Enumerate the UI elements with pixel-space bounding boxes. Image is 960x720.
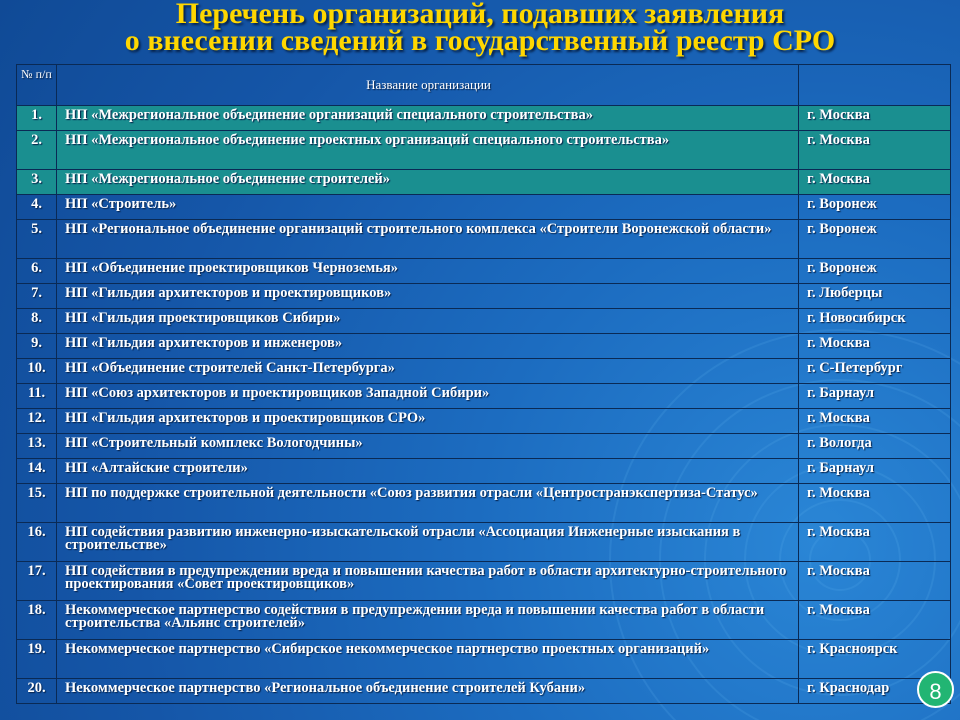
city-name: г. Краснодар <box>799 679 951 704</box>
city-name: г. Москва <box>799 131 951 170</box>
organization-name: НП «Объединение проектировщиков Черноземья» <box>57 259 799 284</box>
title-line-1: Перечень организаций, подавших заявления <box>175 0 785 30</box>
table-row <box>17 640 951 679</box>
header-city <box>799 65 951 106</box>
row-number: 19. <box>17 640 57 679</box>
row-number: 9. <box>17 334 57 359</box>
table-row <box>17 359 951 384</box>
slide-number-badge: 8 <box>917 671 954 708</box>
organization-name: Некоммерческое партнерство «Региональное объединение строителей Кубани» <box>57 679 799 704</box>
row-number: 8. <box>17 309 57 334</box>
organization-name: НП содействия в предупреждении вреда и повышении качества работ в области архитектурно-строительного проектирования «Совет проектировщиков» <box>57 562 799 601</box>
city-name: г. Москва <box>799 334 951 359</box>
row-number: 15. <box>17 484 57 523</box>
city-name: г. Барнаул <box>799 384 951 409</box>
city-name: г. Воронеж <box>799 220 951 259</box>
city-name: г. Москва <box>799 484 951 523</box>
row-number: 12. <box>17 409 57 434</box>
row-number: 17. <box>17 562 57 601</box>
city-name: г. Москва <box>799 601 951 640</box>
organization-name: НП «Межрегиональное объединение организаций специального строительства» <box>57 106 799 131</box>
table-row <box>17 284 951 309</box>
organization-name: НП «Межрегиональное объединение проектных организаций специального строительства» <box>57 131 799 170</box>
organization-name: НП по поддержке строительной деятельности «Союз развития отрасли «Центространэкспертиза-Статус» <box>57 484 799 523</box>
row-number: 6. <box>17 259 57 284</box>
row-number: 10. <box>17 359 57 384</box>
city-name: г. Новосибирск <box>799 309 951 334</box>
table-row <box>17 459 951 484</box>
row-number: 4. <box>17 195 57 220</box>
row-number: 20. <box>17 679 57 704</box>
table-row <box>17 309 951 334</box>
row-number: 5. <box>17 220 57 259</box>
city-name: г. Москва <box>799 523 951 562</box>
row-number: 3. <box>17 170 57 195</box>
header-name: Название организации <box>57 65 799 106</box>
row-number: 1. <box>17 106 57 131</box>
header-num: № п/п <box>17 65 57 106</box>
city-name: г. Люберцы <box>799 284 951 309</box>
organizations-table <box>16 64 951 704</box>
table-row <box>17 384 951 409</box>
table-row <box>17 259 951 284</box>
row-number: 16. <box>17 523 57 562</box>
organization-name: Некоммерческое партнерство содействия в предупреждении вреда и повышении качества работ в области строительства «Альянс строителей» <box>57 601 799 640</box>
table-row <box>17 131 951 170</box>
organization-name: НП «Строитель» <box>57 195 799 220</box>
city-name: г. Москва <box>799 170 951 195</box>
city-name: г. Москва <box>799 562 951 601</box>
table-row <box>17 220 951 259</box>
title-line-2: о внесении сведений в государственный реестр СРО <box>124 24 836 57</box>
organization-name: НП «Гильдия архитекторов и проектировщиков» <box>57 284 799 309</box>
table-row <box>17 106 951 131</box>
organization-name: НП «Межрегиональное объединение строителей» <box>57 170 799 195</box>
organization-name: НП «Алтайские строители» <box>57 459 799 484</box>
organization-name: НП «Гильдия архитекторов и инженеров» <box>57 334 799 359</box>
organization-name: НП «Гильдия проектировщиков Сибири» <box>57 309 799 334</box>
city-name: г. Барнаул <box>799 459 951 484</box>
row-number: 13. <box>17 434 57 459</box>
city-name: г. Москва <box>799 409 951 434</box>
slide-title <box>0 0 960 57</box>
table-row <box>17 334 951 359</box>
table-row <box>17 195 951 220</box>
organization-name: НП содействия развитию инженерно-изыскательской отрасли «Ассоциация Инженерные изыскания в строительстве» <box>57 523 799 562</box>
table-row <box>17 434 951 459</box>
organization-name: НП «Строительный комплекс Вологодчины» <box>57 434 799 459</box>
organization-name: НП «Гильдия архитекторов и проектировщиков СРО» <box>57 409 799 434</box>
table-row <box>17 523 951 562</box>
row-number: 18. <box>17 601 57 640</box>
row-number: 7. <box>17 284 57 309</box>
organization-name: НП «Региональное объединение организаций строительного комплекса «Строители Воронежской области» <box>57 220 799 259</box>
table-row <box>17 170 951 195</box>
organization-name: НП «Союз архитекторов и проектировщиков Западной Сибири» <box>57 384 799 409</box>
row-number: 11. <box>17 384 57 409</box>
table-row <box>17 601 951 640</box>
table-row <box>17 409 951 434</box>
row-number: 2. <box>17 131 57 170</box>
city-name: г. Воронеж <box>799 259 951 284</box>
table-row <box>17 484 951 523</box>
city-name: г. Красноярск <box>799 640 951 679</box>
city-name: г. Москва <box>799 106 951 131</box>
organization-name: Некоммерческое партнерство «Сибирское некоммерческое партнерство проектных организаций» <box>57 640 799 679</box>
table-row <box>17 679 951 704</box>
table-header <box>17 65 951 106</box>
city-name: г. Вологда <box>799 434 951 459</box>
city-name: г. С-Петербург <box>799 359 951 384</box>
table-row <box>17 562 951 601</box>
city-name: г. Воронеж <box>799 195 951 220</box>
row-number: 14. <box>17 459 57 484</box>
organization-name: НП «Объединение строителей Санкт-Петербурга» <box>57 359 799 384</box>
